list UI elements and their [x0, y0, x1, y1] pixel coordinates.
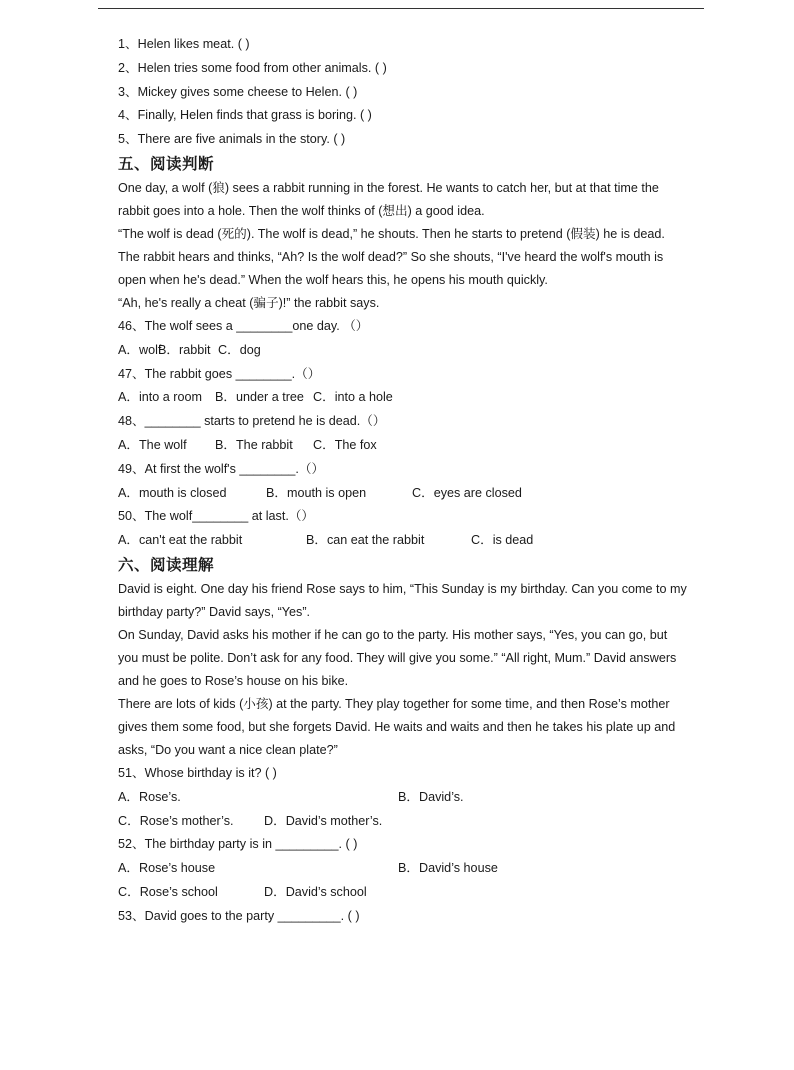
- option-b[interactable]: B．can eat the rabbit: [306, 533, 425, 548]
- answer-options: [118, 529, 688, 553]
- option-b[interactable]: B．mouth is open: [266, 485, 367, 500]
- answer-options: [118, 434, 688, 458]
- question-text: 46、The wolf sees a ________one day. （）: [118, 318, 369, 333]
- option-b[interactable]: B．David’s house: [398, 861, 498, 876]
- option-a[interactable]: A．can't eat the rabbit: [118, 533, 243, 548]
- passage-paragraph: One day, a wolf (狼) sees a rabbit running in the forest. He wants to catch her, but at that time the rabbit goes into a hole. Then the wolf thinks of (想出) a good idea.: [118, 180, 659, 218]
- option-b[interactable]: B．The rabbit: [215, 437, 293, 452]
- question-text: 51、Whose birthday is it? ( ): [118, 765, 277, 780]
- question-text: 49、At first the wolf's ________.（）: [118, 461, 325, 476]
- statement-1: 1、Helen likes meat. ( ): [118, 37, 250, 51]
- question-51: [118, 762, 688, 833]
- passage-wolf-rabbit: [118, 177, 688, 315]
- statement-4: 4、Finally, Helen finds that grass is boring. ( ): [118, 108, 372, 123]
- question-52: [118, 833, 688, 904]
- passage-paragraph: There are lots of kids (小孩) at the party. They play together for some time, and then Rose’s mother gives them some food, but she forgets David. He waits and waits and then he takes his plate up and asks, “Do you want a nice clean plate?”: [118, 696, 676, 757]
- passage-david-party: [118, 578, 688, 762]
- question-text: 48、________ starts to pretend he is dead.（）: [118, 414, 386, 429]
- passage-paragraph: “The wolf is dead (死的). The wolf is dead,” he shouts. Then he starts to pretend (假装) he is dead.: [118, 226, 665, 241]
- option-c[interactable]: C．Rose’s mother’s.: [118, 813, 234, 828]
- passage-paragraph: The rabbit hears and thinks, “Ah? Is the wolf dead?” So she shouts, “I've heard the wolf's mouth is open when he's dead.” When the wolf hears this, he opens his mouth quickly.: [118, 249, 664, 287]
- passage-paragraph: “Ah, he's really a cheat (骗子)!” the rabbit says.: [118, 295, 380, 310]
- question-47: [118, 363, 688, 411]
- option-b[interactable]: B．rabbit: [158, 342, 211, 357]
- answer-options: [118, 339, 688, 363]
- statement-list: [118, 33, 688, 152]
- question-49: [118, 458, 688, 506]
- option-c[interactable]: C．Rose’s school: [118, 884, 218, 899]
- option-c[interactable]: C．eyes are closed: [412, 485, 522, 500]
- section-heading-5: 五、阅读判断: [118, 154, 215, 173]
- question-text: 52、The birthday party is in _________. ( ): [118, 837, 358, 852]
- question-53: [118, 905, 688, 929]
- option-c[interactable]: C．is dead: [471, 533, 534, 548]
- section-heading-6: 六、阅读理解: [118, 555, 215, 574]
- option-a[interactable]: A．mouth is closed: [118, 485, 227, 500]
- answer-options: [118, 386, 688, 410]
- option-d[interactable]: D．David’s school: [264, 884, 367, 899]
- question-48: [118, 410, 688, 458]
- question-50: [118, 505, 688, 553]
- worksheet-content: [118, 33, 688, 929]
- option-b[interactable]: B．David’s.: [398, 789, 464, 804]
- question-text: 50、The wolf________ at last.（）: [118, 509, 315, 524]
- option-d[interactable]: D．David’s mother’s.: [264, 813, 383, 828]
- option-a[interactable]: A．The wolf: [118, 437, 187, 452]
- answer-options: [118, 857, 688, 881]
- option-a[interactable]: A．wolf: [118, 342, 162, 357]
- question-46: [118, 315, 688, 363]
- option-c[interactable]: C．The fox: [313, 437, 377, 452]
- answer-options: [118, 786, 688, 810]
- passage-paragraph: David is eight. One day his friend Rose says to him, “This Sunday is my birthday. Can you come to my birthday party?” David says, “Yes”.: [118, 581, 687, 619]
- statement-5: 5、There are five animals in the story. ( ): [118, 132, 346, 147]
- statement-3: 3、Mickey gives some cheese to Helen. ( ): [118, 84, 358, 99]
- option-a[interactable]: A．into a room: [118, 390, 202, 405]
- answer-options: [118, 881, 688, 905]
- option-a[interactable]: A．Rose’s house: [118, 861, 216, 876]
- answer-options: [118, 482, 688, 506]
- header-rule: [98, 8, 704, 9]
- question-text: 53、David goes to the party _________. ( ): [118, 908, 360, 923]
- statement-2: 2、Helen tries some food from other animals. ( ): [118, 60, 387, 75]
- question-text: 47、The rabbit goes ________.（）: [118, 366, 321, 381]
- option-c[interactable]: C．dog: [218, 342, 261, 357]
- passage-paragraph: On Sunday, David asks his mother if he can go to the party. His mother says, “Yes, you can go, but you must be polite. Don’t ask for any food. They will give you some.” “All right, Mum.” David answers and he goes to Rose’s house on his bike.: [118, 627, 677, 688]
- option-c[interactable]: C．into a hole: [313, 390, 393, 405]
- answer-options: [118, 810, 688, 834]
- option-a[interactable]: A．Rose’s.: [118, 789, 181, 804]
- option-b[interactable]: B．under a tree: [215, 390, 304, 405]
